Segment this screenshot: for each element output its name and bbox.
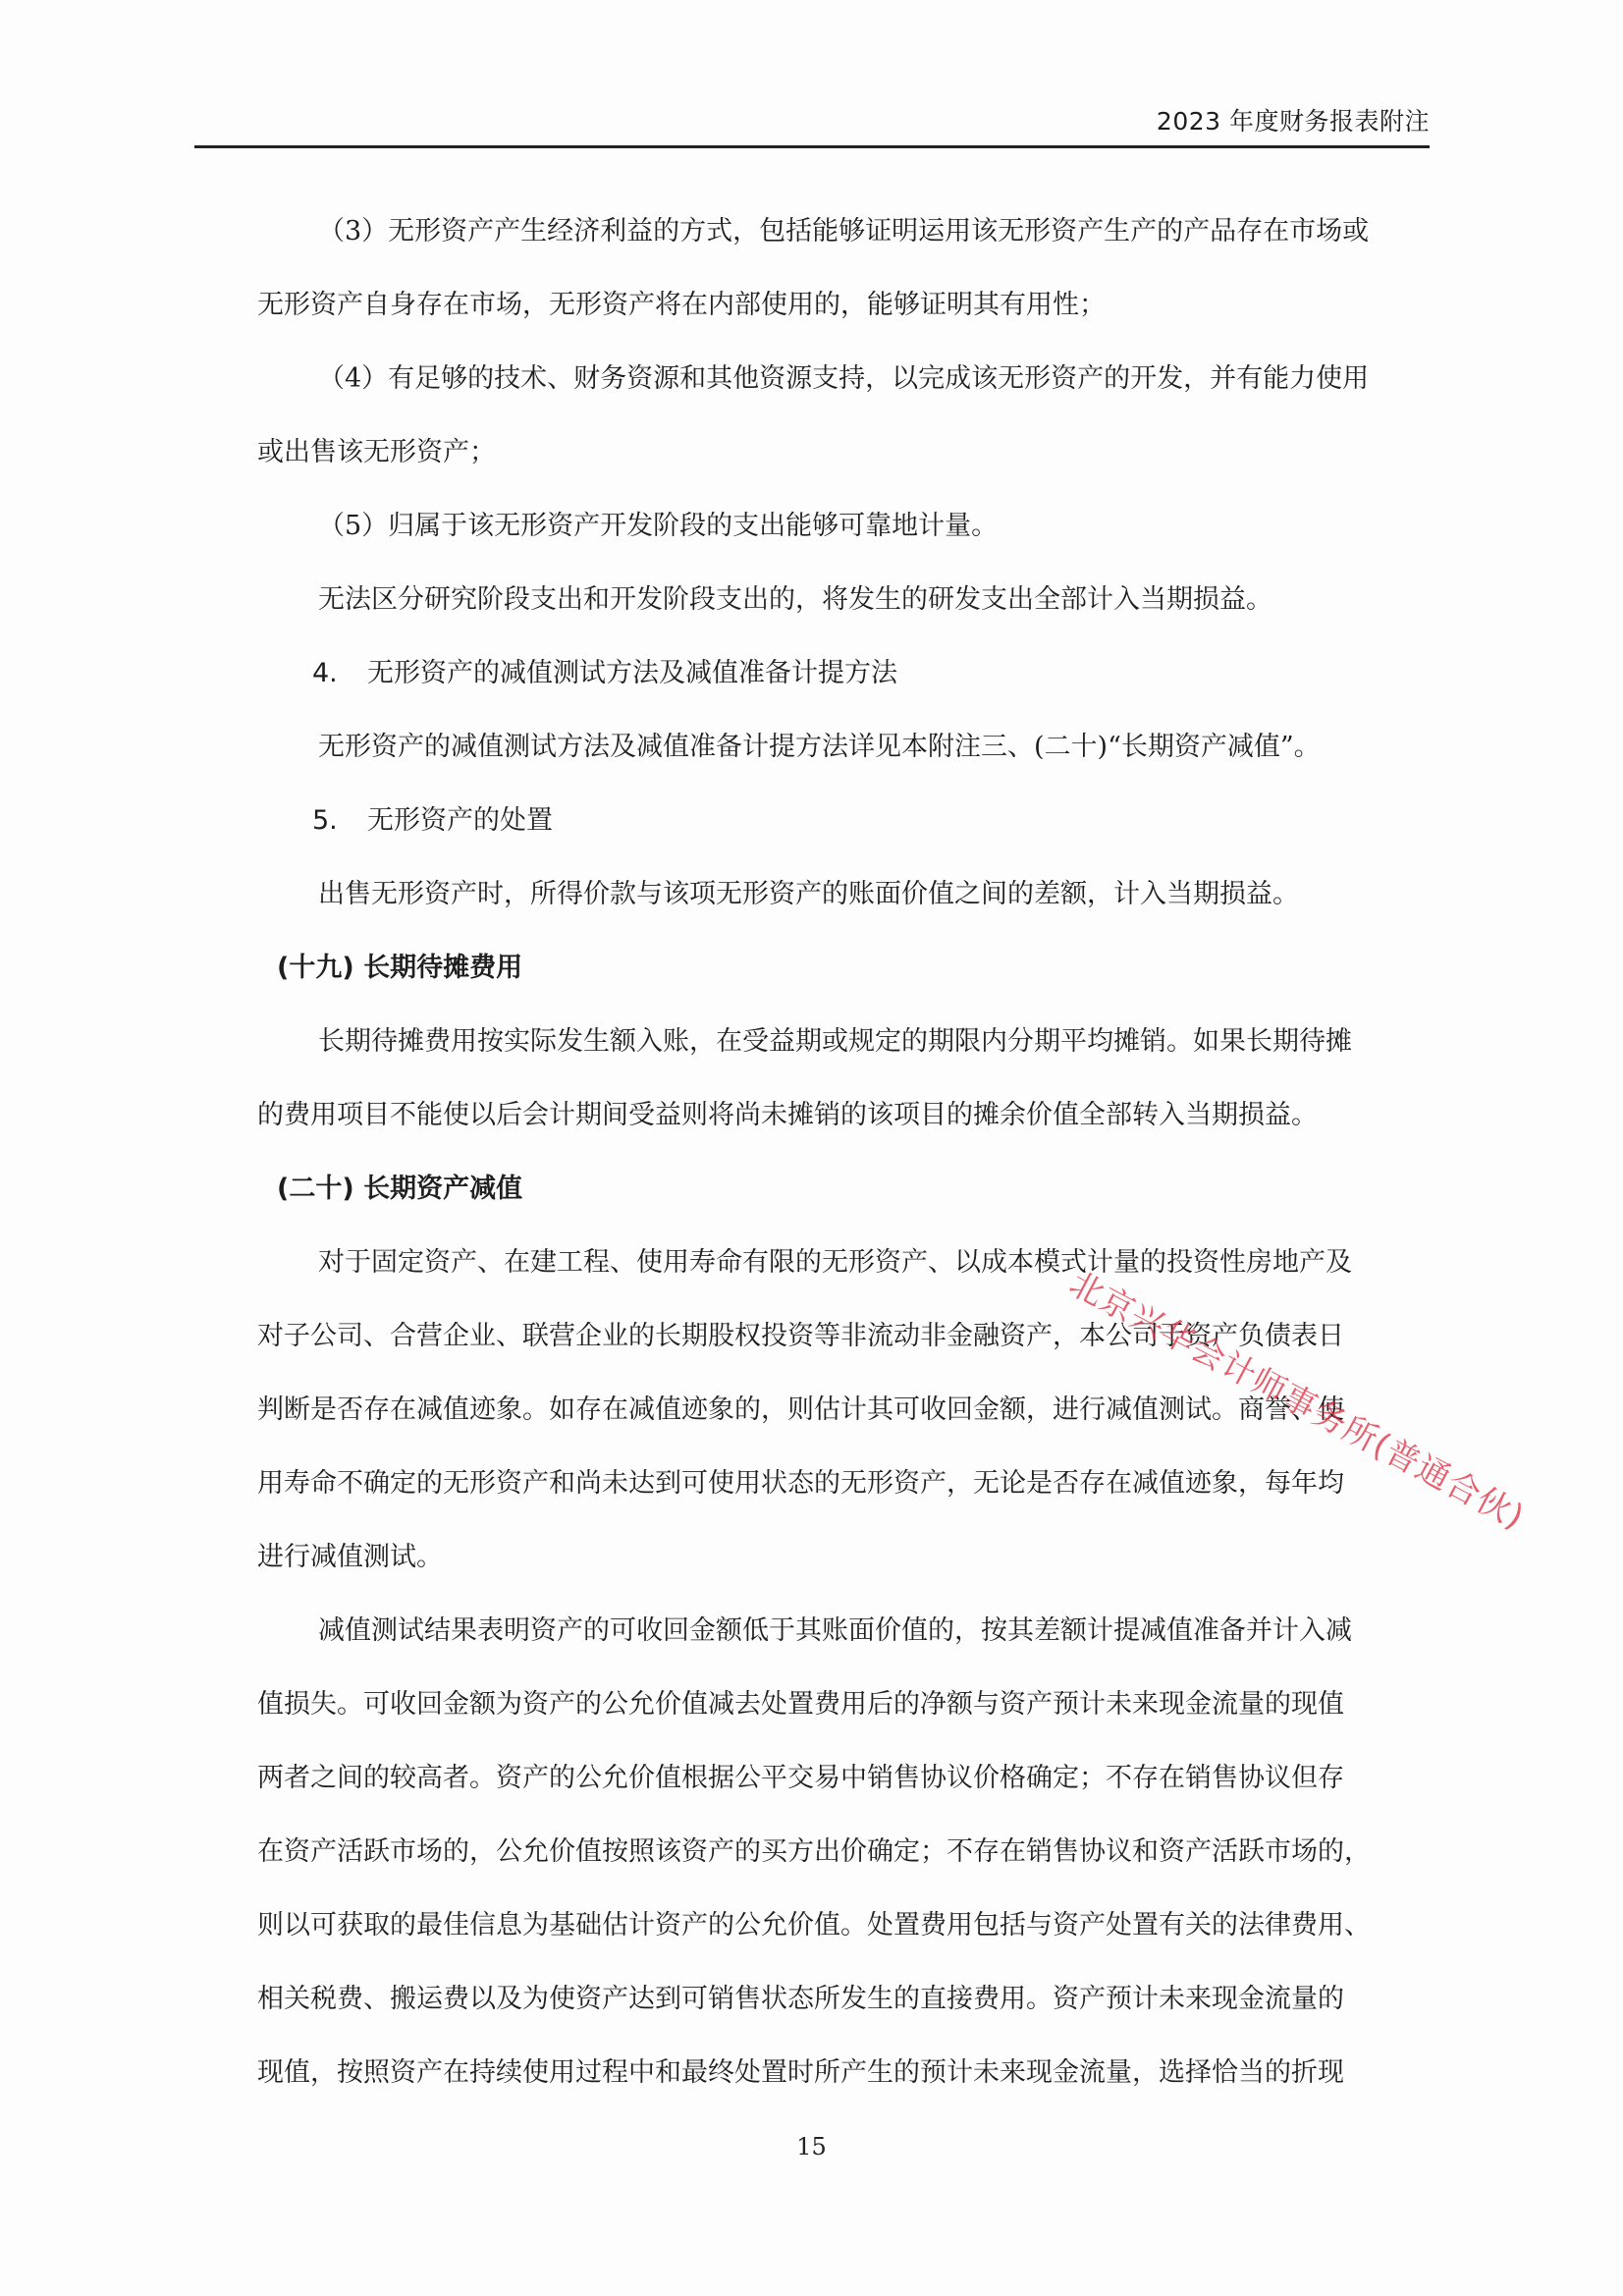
item-title: 无形资产的处置 <box>367 805 553 836</box>
paragraph-line: 值损失。可收回金额为资产的公允价值减去处置费用后的净额与资产预计未来现金流量的现值 <box>257 1689 1344 1720</box>
document-body <box>257 194 1435 2109</box>
paragraph-line: 长期待摊费用按实际发生额入账，在受益期或规定的期限内分期平均摊销。如果长期待摊 <box>318 1026 1352 1057</box>
paragraph-line: 判断是否存在减值迹象。如存在减值迹象的，则估计其可收回金额，进行减值测试。商誉、使 <box>257 1394 1344 1425</box>
paragraph-line: 相关税费、搬运费以及为使资产达到可销售状态所发生的直接费用。资产预计未来现金流量的 <box>257 1984 1344 2014</box>
paragraph-line: 的费用项目不能使以后会计期间受益则将尚未摊销的该项目的摊余价值全部转入当期损益。 <box>257 1100 1318 1130</box>
item-number: 4. <box>312 658 338 688</box>
page-header <box>194 98 1430 148</box>
page-number: 15 <box>796 2133 827 2160</box>
paragraph-line: 则以可获取的最佳信息为基础估计资产的公允价值。处置费用包括与资产处置有关的法律费用、 <box>257 1910 1371 1941</box>
paragraph-line: 无形资产自身存在市场，无形资产将在内部使用的，能够证明其有用性； <box>257 290 1106 320</box>
paragraph-line: 两者之间的较高者。资产的公允价值根据公平交易中销售协议价格确定；不存在销售协议但存 <box>257 1763 1344 1793</box>
paragraph-line: 现值，按照资产在持续使用过程中和最终处置时所产生的预计未来现金流量，选择恰当的折现 <box>257 2057 1344 2088</box>
paragraph-line: 用寿命不确定的无形资产和尚未达到可使用状态的无形资产，无论是否存在减值迹象，每年均 <box>257 1468 1344 1499</box>
paragraph-line: 无法区分研究阶段支出和开发阶段支出的，将发生的研发支出全部计入当期损益。 <box>318 584 1272 615</box>
item-title: 无形资产的减值测试方法及减值准备计提方法 <box>367 658 897 688</box>
paragraph-line: 或出售该无形资产； <box>257 437 496 467</box>
header-title: 2023 年度财务报表附注 <box>1156 107 1430 136</box>
numbered-item-5 <box>257 784 1435 857</box>
item-number: 5. <box>312 805 338 836</box>
numbered-item-4 <box>257 636 1435 710</box>
stamp-text: 北京兴华会计师事务所(普通合伙) <box>1062 1264 1532 1538</box>
paragraph-line: 无形资产的减值测试方法及减值准备计提方法详见本附注三、(二十)“长期资产减值”。 <box>318 732 1321 762</box>
section-heading-20: (二十) 长期资产减值 <box>277 1174 523 1204</box>
paragraph-line: （5）归属于该无形资产开发阶段的支出能够可靠地计量。 <box>318 511 999 541</box>
section-heading-19: (十九) 长期待摊费用 <box>277 953 523 983</box>
paragraph-line: 对子公司、合营企业、联营企业的长期股权投资等非流动非金融资产，本公司于资产负债表日 <box>257 1321 1344 1351</box>
paragraph-line: 减值测试结果表明资产的可收回金额低于其账面价值的，按其差额计提减值准备并计入减 <box>318 1615 1352 1646</box>
paragraph-line: 出售无形资产时，所得价款与该项无形资产的账面价值之间的差额，计入当期损益。 <box>318 879 1299 909</box>
paragraph-line: 对于固定资产、在建工程、使用寿命有限的无形资产、以成本模式计量的投资性房地产及 <box>318 1247 1352 1278</box>
paragraph-line: （3）无形资产产生经济利益的方式，包括能够证明运用该无形资产生产的产品存在市场或 <box>318 216 1370 246</box>
paragraph-line: 在资产活跃市场的，公允价值按照该资产的买方出价确定；不存在销售协议和资产活跃市场的， <box>257 1836 1371 1867</box>
paragraph-line: 进行减值测试。 <box>257 1542 443 1572</box>
paragraph-line: （4）有足够的技术、财务资源和其他资源支持，以完成该无形资产的开发，并有能力使用 <box>318 363 1370 394</box>
